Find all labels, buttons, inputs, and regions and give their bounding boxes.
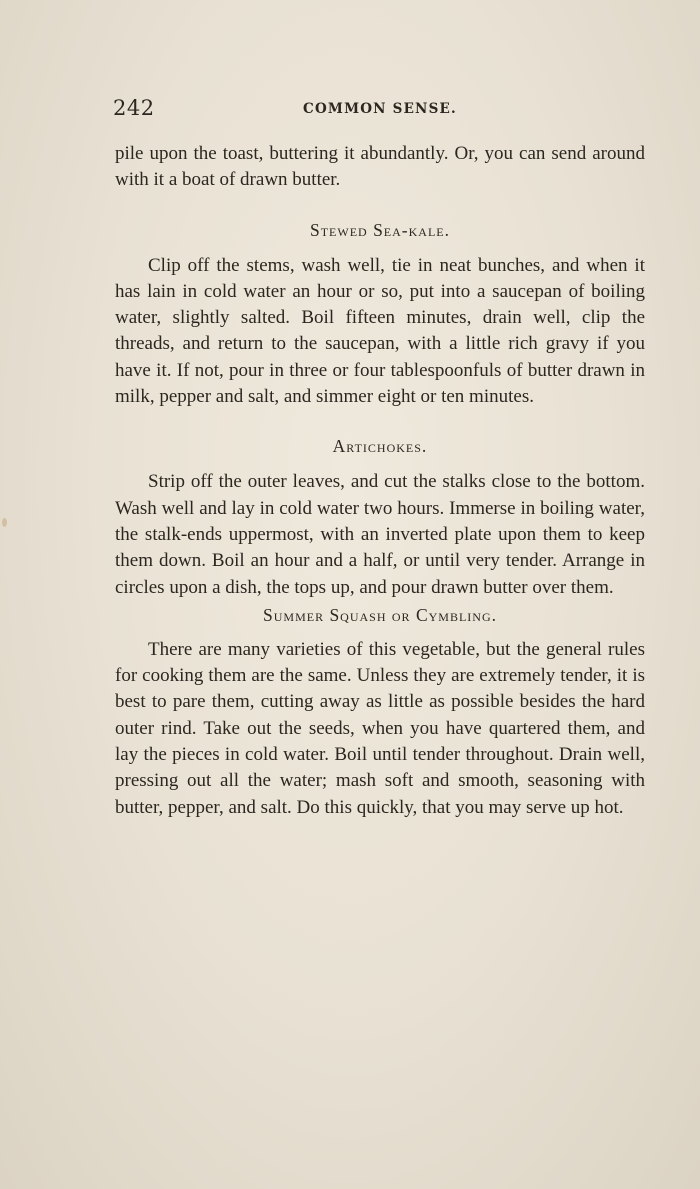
running-title: COMMON SENSE.	[303, 101, 457, 117]
paper-stain	[2, 518, 7, 527]
section-heading-stewed-sea-kale: Stewed Sea-kale.	[309, 219, 450, 240]
section-body-stewed-sea-kale: Clip off the stems, wash well, tie in neat bunches, and when it has lain in cold water an hour or so, put into a saucepan of boiling water, slightly salted. Boil fifteen minutes, drain well, clip the threads, and return to the saucepan, with a little rich gravy if you have it. If not, pour in three or four tablespoonfuls of butter drawn in milk, pepper and salt, and simmer eight or ten minutes.	[115, 254, 645, 408]
section-body-artichokes: Strip off the outer leaves, and cut the stalks close to the bottom. Wash well and lay in cold water two hours. Immerse in boiling water, the stalk-ends uppermost, with an inverted plate upon them to keep them down. Boil an hour and a half, or until very tender. Arrange in circles upon a dish, the tops up, and pour drawn butter over them.	[115, 471, 645, 598]
continuation-paragraph: pile upon the toast, buttering it abundantly. Or, you can send around with it a boat of drawn butter.	[115, 143, 645, 191]
page-number: 242	[113, 96, 155, 120]
running-head	[115, 92, 645, 126]
section-heading-summer-squash: Summer Squash or Cymbling.	[263, 604, 497, 625]
section-heading-artichokes: Artichokes.	[332, 436, 428, 457]
section-body-summer-squash: There are many varieties of this vegetable, but the general rules for cooking them are the same. Unless they are extremely tender, it is best to pare them, cutting away as little as possible besides the hard outer rind. Take out the seeds, when you have quartered them, and lay the pieces in cold water. Boil until tender throughout. Drain well, pressing out all the water; mash soft and smooth, seasoning with butter, pepper, and salt. Do this quickly, that you may serve up hot.	[115, 638, 645, 818]
book-page	[115, 92, 645, 821]
